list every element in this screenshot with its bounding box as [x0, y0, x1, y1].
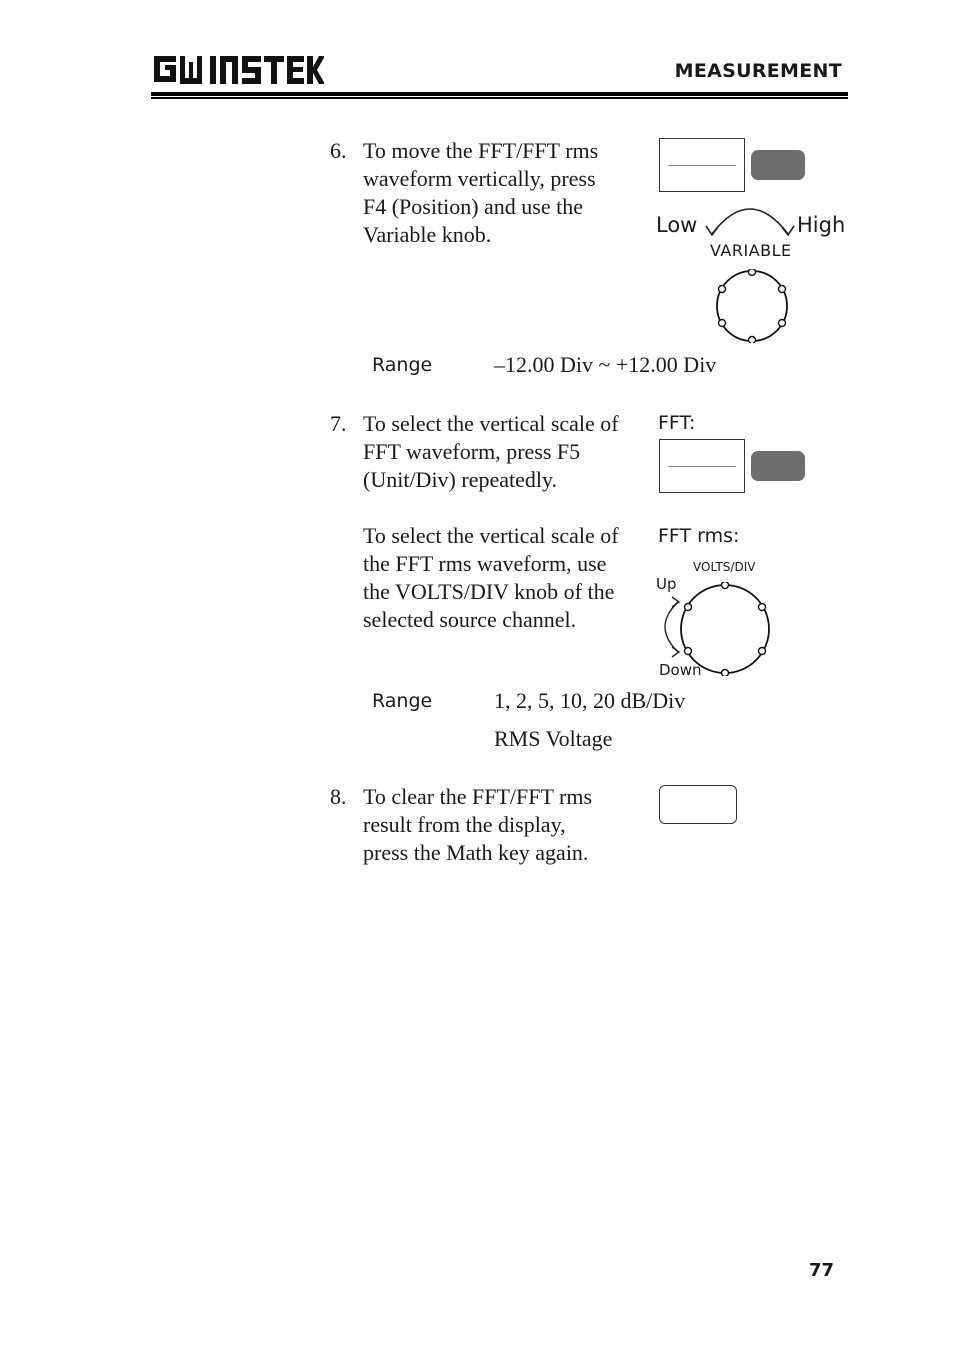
knob-high-label: High [797, 213, 846, 237]
gw-instek-logo [152, 52, 324, 86]
header-rule-thin [151, 97, 848, 99]
step-8-number: 8. [330, 784, 347, 809]
step-7-range-value-2: RMS Voltage [494, 726, 613, 751]
volts-div-knob-label: VOLTS/DIV [693, 560, 756, 574]
step-7b-line-2: the FFT rms waveform, use [363, 551, 607, 576]
fft-label: FFT: [658, 412, 696, 434]
knob-down-label: Down [659, 661, 702, 679]
step-6-line-1: To move the FFT/FFT rms [363, 138, 599, 163]
position-softkey-display [659, 138, 745, 192]
step-7b-line-4: selected source channel. [363, 607, 577, 632]
step-6-line-2: waveform vertically, press [363, 166, 596, 191]
step-7-number: 7. [330, 411, 347, 436]
step-7-line-1: To select the vertical scale of [363, 411, 619, 436]
step-7-line-2: FFT waveform, press F5 [363, 439, 581, 464]
variable-knob-label: VARIABLE [710, 241, 792, 260]
step-7-range-value-1: 1, 2, 5, 10, 20 dB/Div [494, 688, 686, 713]
step-8-line-1: To clear the FFT/FFT rms [363, 784, 593, 809]
step-7b-line-1: To select the vertical scale of [363, 523, 619, 548]
step-6-range-value: –12.00 Div ~ +12.00 Div [494, 352, 717, 377]
header-rule-thick [151, 92, 848, 96]
section-title: MEASUREMENT [674, 60, 842, 82]
step-6-range-label: Range [372, 354, 433, 376]
volts-div-knob-icon[interactable] [678, 582, 772, 676]
variable-knob-icon[interactable] [714, 269, 790, 343]
unit-div-softkey-display [659, 439, 745, 493]
step-7b-line-3: the VOLTS/DIV knob of the [363, 579, 615, 604]
step-6-line-4: Variable knob. [363, 222, 492, 247]
rotate-arrow-icon [700, 198, 800, 240]
step-6-text [363, 137, 598, 249]
page-number: 77 [808, 1260, 834, 1281]
f5-button[interactable] [751, 451, 805, 481]
step-8-line-3: press the Math key again. [363, 840, 589, 865]
step-8-line-2: result from the display, [363, 812, 566, 837]
knob-low-label: Low [656, 213, 698, 237]
step-7-text [363, 410, 619, 494]
math-key-button[interactable] [659, 785, 737, 824]
knob-up-label: Up [656, 575, 677, 593]
step-6-number: 6. [330, 138, 347, 163]
f4-button[interactable] [751, 150, 805, 180]
step-6-line-3: F4 (Position) and use the [363, 194, 583, 219]
step-7-range-label: Range [372, 690, 433, 712]
fft-rms-label: FFT rms: [658, 525, 740, 547]
step-8-text [363, 783, 592, 867]
step-7-line-3: (Unit/Div) repeatedly. [363, 467, 558, 492]
step-7-text-2 [363, 522, 619, 634]
